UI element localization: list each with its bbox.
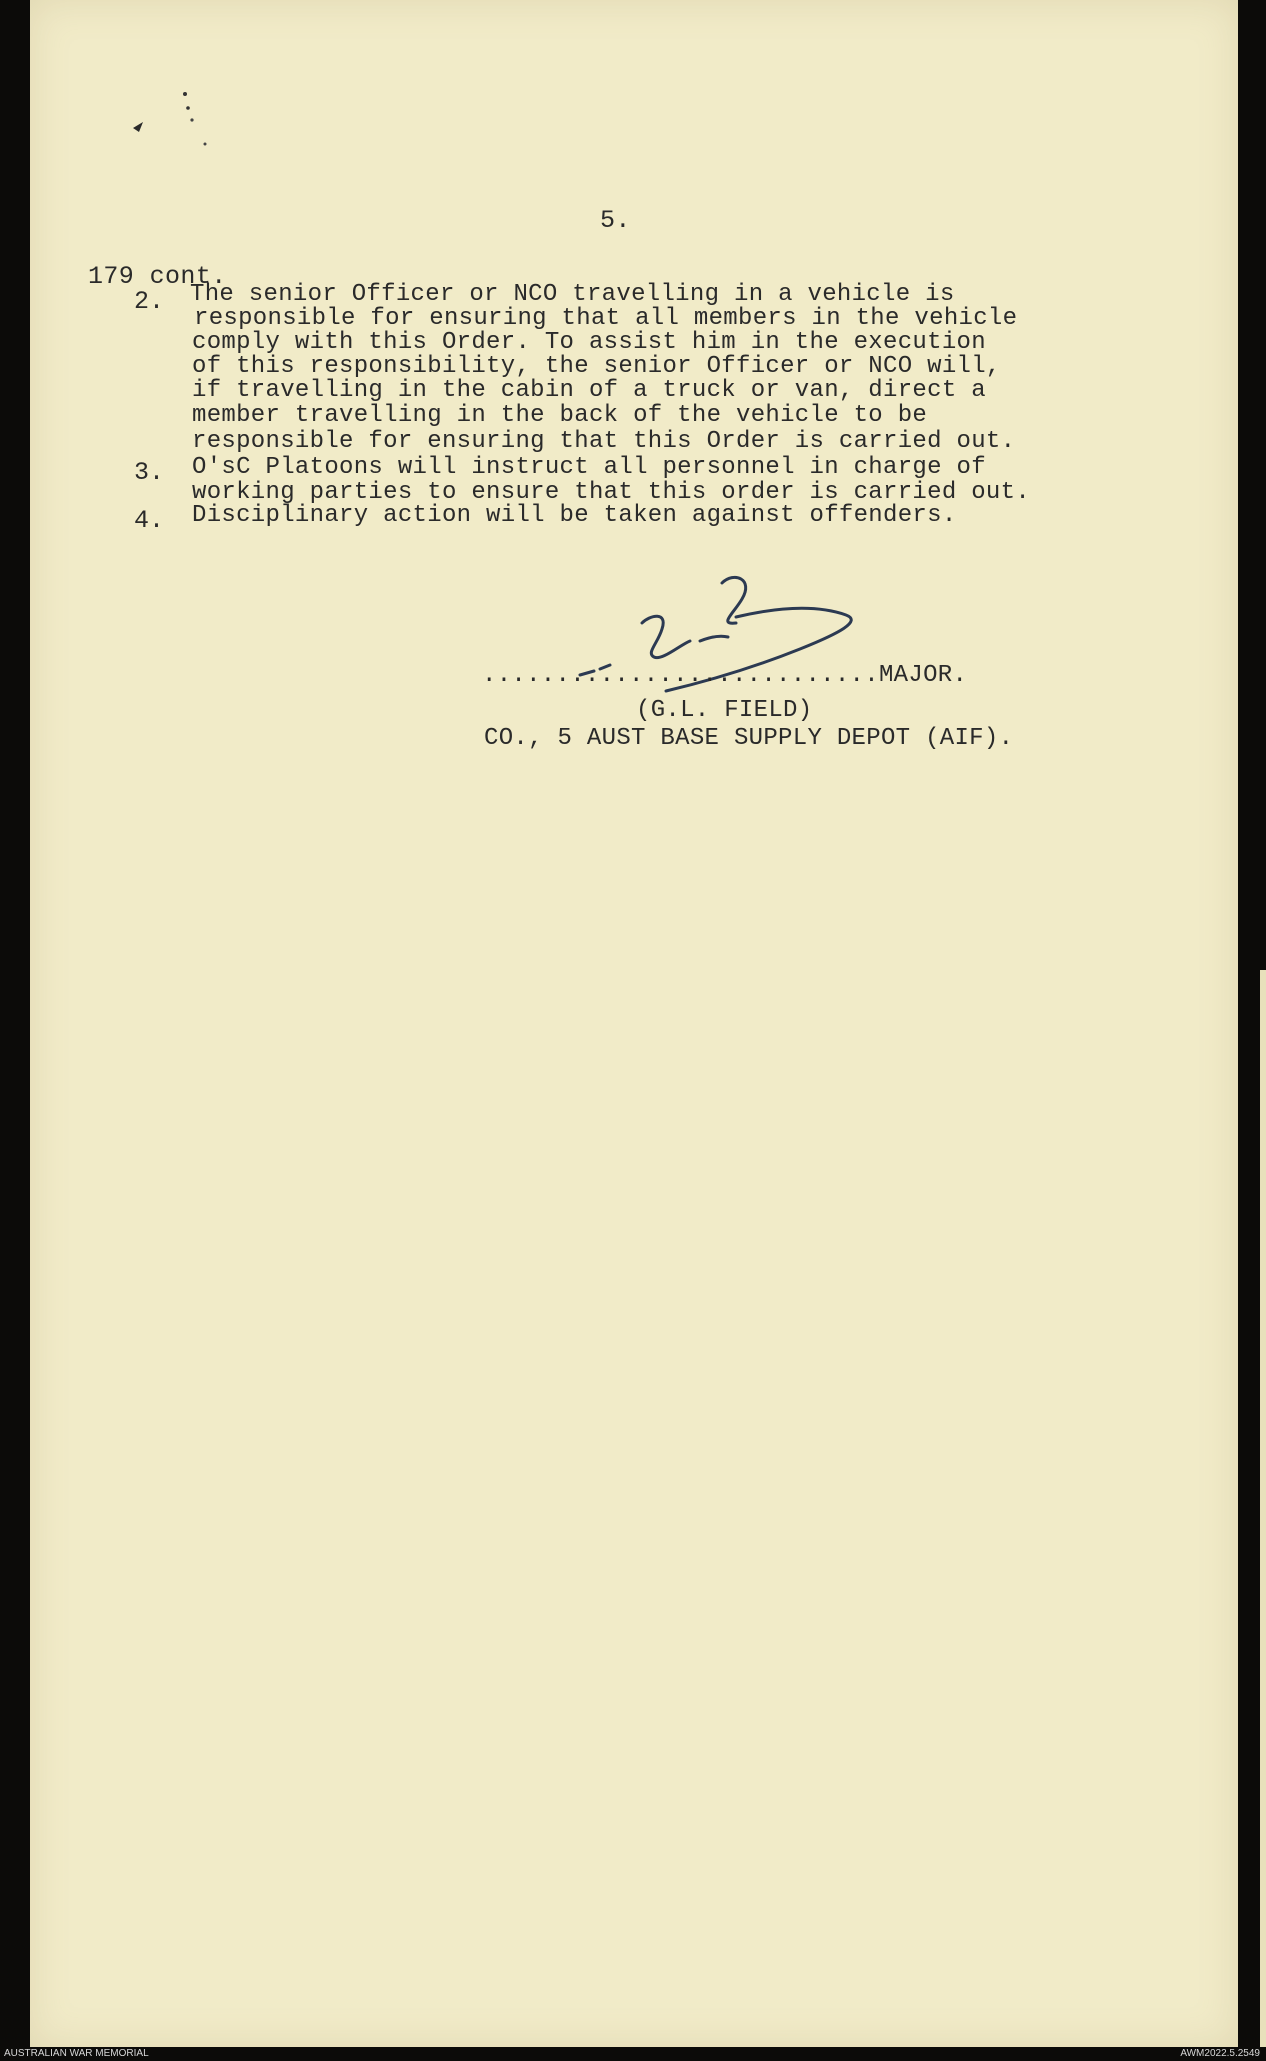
signatory-title: CO., 5 AUST BASE SUPPLY DEPOT (AIF).: [484, 725, 1014, 752]
footer-archive-name: AUSTRALIAN WAR MEMORIAL: [4, 2048, 149, 2059]
paragraph-line: responsible for ensuring that all members in the vehicle: [194, 305, 1018, 332]
paragraph-number: 4.: [134, 506, 165, 535]
paragraph-line: if travelling in the cabin of a truck or van, direct a: [192, 377, 986, 404]
document-page: [30, 0, 1238, 2047]
signature-rank-line: ...........................MAJOR.: [482, 662, 968, 689]
signatory-name: (G.L. FIELD): [636, 697, 813, 724]
paragraph-number: 2.: [134, 287, 165, 316]
paragraph-line: of this responsibility, the senior Officer or NCO will,: [192, 353, 1001, 380]
page-number: 5.: [600, 206, 631, 235]
paragraph-line: member travelling in the back of the vehicle to be: [192, 402, 928, 429]
paper-fold: [1260, 970, 1266, 2047]
paragraph-line: working parties to ensure that this order is carried out.: [192, 479, 1031, 506]
paragraph-line: Disciplinary action will be taken against offenders.: [192, 502, 957, 529]
order-reference: 179 cont.: [88, 262, 227, 291]
paragraph-number: 3.: [134, 458, 165, 487]
ink-marks: [125, 88, 225, 188]
paragraph-line: responsible for ensuring that this Order is carried out.: [192, 428, 1016, 455]
paragraph-line: The senior Officer or NCO travelling in a vehicle is: [190, 281, 955, 308]
paragraph-line: comply with this Order. To assist him in the execution: [192, 329, 986, 356]
footer-accession-number: AWM2022.5.2549: [1180, 2048, 1260, 2059]
paragraph-line: O'sC Platoons will instruct all personnel in charge of: [192, 454, 986, 481]
